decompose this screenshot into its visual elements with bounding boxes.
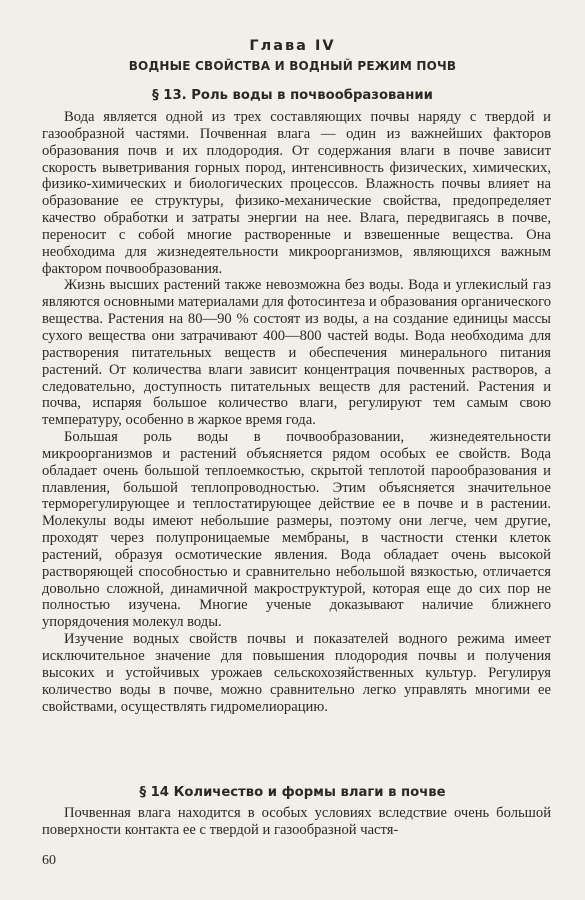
section-13-text: [42, 109, 551, 715]
paragraph: Жизнь высших растений также невозможна без воды. Вода и углекислый газ являются основными материалами для фотосинтеза и образования органического вещества. Растения на 80—90 % состоят из воды, а на создание единицы массы сухого вещества они затрачивают 400—800 частей воды. Вода необходима для растворения питательных веществ и обеспечения минерального питания растений. От количества влаги зависит концентрация почвенных растворов, а следовательно, доступность питательных веществ для растений. Растения и почва, испаряя большое количество влаги, регулируют тем самым свою температуру, особенно в жаркое время года.: [42, 277, 551, 429]
paragraph: Большая роль воды в почвообразовании, жизнедеятельности микроорганизмов и растений объясняется рядом особых ее свойств. Вода обладает очень большой теплоемкостью, скрытой теплотой парообразования и плавления, большой теплопроводностью. Этим объясняется значительное терморегулирующее и теплостатирующее действие ее в почве и в растении. Молекулы воды имеют небольшие размеры, поэтому они легче, чем другие, проходят через полупроницаемые мембраны, в частности стенки клеток растений, образуя осмотические явления. Вода обладает очень высокой растворяющей способностью и сравнительно небольшой вязкостью, отличается довольно сложной, динамичной макроструктурой, которая еще до сих пор не полностью изучена. Многие ученые доказывают наличие ближнего упорядочения молекул воды.: [42, 429, 551, 631]
chapter-subtitle: ВОДНЫЕ СВОЙСТВА И ВОДНЫЙ РЕЖИМ ПОЧВ: [128, 59, 457, 73]
section-14-heading: § 14 Количество и формы влаги в почве: [139, 785, 446, 800]
paragraph: Изучение водных свойств почвы и показателей водного режима имеет исключительное значение для повышения плодородия почвы и получения высоких и устойчивых урожаев сельскохозяйственных культур. Регулируя количество воды в почве, можно сравнительно легко управлять многими ее свойствами, осуществлять гидромелиорацию.: [42, 631, 551, 715]
page-number: 60: [42, 853, 56, 868]
section-14-text: [42, 805, 551, 839]
paragraph: Почвенная влага находится в особых условиях вследствие очень большой поверхности контакта ее с твердой и газообразной частя-: [42, 805, 551, 838]
paragraph: Вода является одной из трех составляющих почвы наряду с твердой и газообразной частями. Почвенная влага — один из важнейших факторов образования почв и их плодородия. От содержания влаги в почве зависит скорость выветривания горных пород, интенсивность физических, химических, физико-химических и биологических процессов. Влажность почвы влияет на образование ее структуры, физико-механические свойства, предопределяет качество обработки и затраты энергии на нее. Влага, передвигаясь в почве, переносит с собой многие растворенные и взвешенные вещества. Она необходима для жизнедеятельности микроорганизмов, являющихся важным фактором почвообразования.: [42, 109, 551, 277]
chapter-title: Глава IV: [249, 38, 336, 54]
section-13-heading: § 13. Роль воды в почвообразовании: [152, 88, 433, 103]
